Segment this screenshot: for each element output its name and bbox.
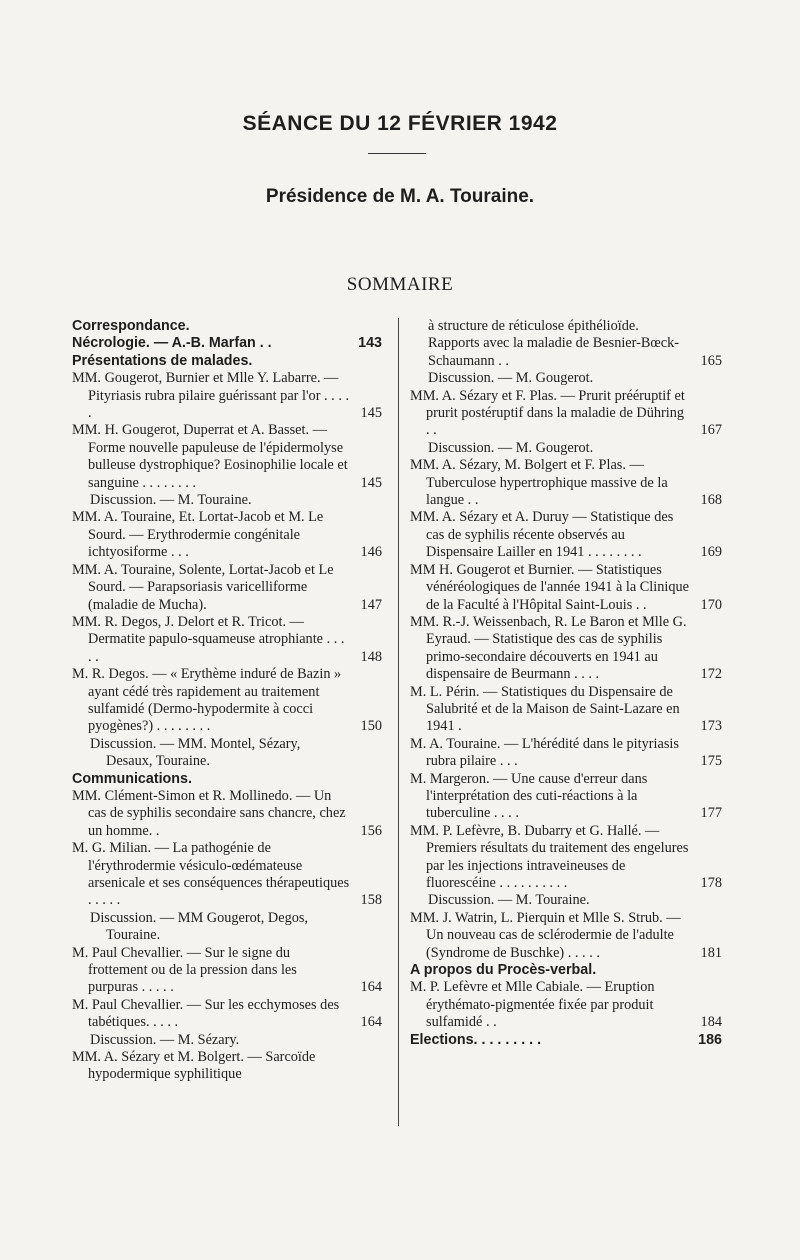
- toc-entry: [410, 823, 722, 893]
- toc-page-number: 158: [360, 892, 382, 909]
- toc-entry-text: M. Paul Chevallier. — Sur les ecchymoses des tabétiques. . . . .: [72, 996, 340, 1031]
- toc-entry: [410, 509, 722, 561]
- toc-entry-text: Discussion. — M. Touraine.: [90, 492, 252, 509]
- toc-entry-text: M. Paul Chevallier. — Sur le signe du frottement ou de la pression dans les purpuras . . . . .: [72, 944, 297, 996]
- toc-entry: [410, 736, 722, 771]
- toc-entry: [72, 614, 382, 666]
- toc-entry-text: M. A. Touraine. — L'hérédité dans le pityriasis rubra pilaire . . .: [410, 735, 679, 770]
- toc-page-number: 146: [360, 544, 382, 561]
- toc-entry: [72, 997, 382, 1032]
- toc-entry: [72, 945, 382, 997]
- toc-page-number: 167: [700, 422, 722, 439]
- toc-entry-text: MM. A. Sézary et A. Duruy — Statistique des cas de syphilis récente observés au Dispensaire Lailler en 1941 . . . . . . . .: [410, 509, 674, 561]
- toc-entry: [72, 788, 382, 840]
- toc-entry-text: Discussion. — M. Touraine.: [428, 892, 590, 909]
- toc-entry-text: Communications.: [72, 770, 192, 787]
- toc-page-number: 147: [360, 596, 382, 613]
- toc-entry-text: MM. R. Degos, J. Delort et R. Tricot. — Dermatite papulo-squameuse atrophiante . . . . .: [72, 613, 345, 665]
- toc-page-number: 150: [360, 718, 382, 735]
- toc-page-number: 169: [700, 544, 722, 561]
- toc-page-number: 177: [700, 805, 722, 822]
- toc-entry-text: MM. A. Touraine, Solente, Lortat-Jacob et Le Sourd. — Parapsoriasis varicelliforme (maladie de Mucha).: [72, 561, 334, 613]
- sommaire-heading: SOMMAIRE: [346, 274, 454, 295]
- toc-section-heading: [72, 318, 382, 335]
- column-divider: [398, 318, 399, 1126]
- toc-discussion-line: [72, 492, 382, 509]
- toc-section-heading: [72, 335, 382, 352]
- toc-entry-text: MM. A. Sézary et F. Plas. — Prurit prééruptif et prurit postéruptif dans la maladie de Dühring . .: [410, 387, 685, 439]
- presidence-line: Présidence de M. A. Touraine.: [265, 186, 535, 207]
- toc-entry: [410, 979, 722, 1031]
- toc-entry: [72, 509, 382, 561]
- toc-entry: [410, 457, 722, 509]
- toc-page-number: 172: [700, 666, 722, 683]
- title-divider: [368, 153, 426, 154]
- toc-left-column: [72, 318, 382, 1084]
- toc-entry: [410, 562, 722, 614]
- toc-entry-text: MM. H. Gougerot, Duperrat et A. Basset. — Forme nouvelle papuleuse de l'épidermolyse bulleuse dystrophique? Eosinophilie locale et sanguine . . . . . . . .: [72, 422, 348, 491]
- toc-page-number: 164: [360, 1014, 382, 1031]
- toc-page-number: 181: [700, 944, 722, 961]
- toc-section-heading: [410, 1032, 722, 1049]
- toc-page-number: 145: [360, 405, 382, 422]
- toc-section-heading: [410, 962, 722, 979]
- toc-page-number: 184: [700, 1014, 722, 1031]
- toc-discussion-line: [72, 910, 382, 945]
- toc-entry-text: Discussion. — M. Gougerot.: [428, 370, 594, 387]
- toc-right-column: [410, 318, 722, 1049]
- toc-entry: [410, 684, 722, 736]
- toc-entry-text: M. G. Milian. — La pathogénie de l'érythrodermie vésiculo-œdémateuse arsenicale et ses conséquences thérapeutiques . . . . .: [72, 840, 350, 909]
- toc-page-number: 178: [700, 875, 722, 891]
- toc-discussion-line: [410, 370, 722, 387]
- toc-page-number: 164: [360, 979, 382, 996]
- toc-entry-text: Discussion. — MM. Montel, Sézary, Desaux, Touraine.: [90, 735, 301, 770]
- toc-entry-text: M. L. Périn. — Statistiques du Dispensaire de Salubrité et de la Maison de Saint-Lazare en 1941 .: [410, 683, 680, 735]
- toc-entry-text: Correspondance.: [72, 318, 190, 334]
- toc-discussion-line: [410, 318, 722, 370]
- toc-entry-text: M. P. Lefèvre et Mlle Cabiale. — Eruption érythémato-pigmentée fixée par produit sulfamidé . .: [410, 979, 655, 1031]
- toc-entry: [72, 370, 382, 422]
- toc-entry-text: Présentations de malades.: [72, 352, 253, 369]
- toc-entry-text: Discussion. — M. Gougerot.: [428, 439, 594, 456]
- toc-page-number: 156: [360, 822, 382, 839]
- toc-page-number: 175: [700, 753, 722, 770]
- toc-entry-text: MM. A. Sézary, M. Bolgert et F. Plas. — Tuberculose hypertrophique massive de la langue . .: [410, 457, 668, 509]
- toc-entry-text: MM. Clément-Simon et R. Mollinedo. — Un cas de syphilis secondaire sans chancre, chez un homme. .: [72, 787, 346, 839]
- toc-entry-text: à structure de réticulose épithélioïde. Rapports avec la maladie de Besnier-Bœck-Schaumann . .: [428, 318, 680, 369]
- toc-page-number: 165: [700, 352, 722, 369]
- toc-entry-text: MM. J. Watrin, L. Pierquin et Mlle S. Strub. — Un nouveau cas de sclérodermie de l'adulte (Syndrome de Buschke) . . . . .: [410, 909, 681, 961]
- toc-entry: [72, 562, 382, 614]
- toc-entry: [72, 1049, 382, 1084]
- toc-entry-text: MM. A. Touraine, Et. Lortat-Jacob et M. Le Sourd. — Erythrodermie congénitale ichtyosiforme . . .: [72, 509, 324, 561]
- toc-page-number: 168: [700, 492, 722, 509]
- toc-entry-text: Discussion. — MM Gougerot, Degos, Touraine.: [90, 909, 309, 944]
- toc-section-heading: [72, 771, 382, 788]
- toc-page-number: 143: [358, 335, 382, 352]
- toc-page-number: 170: [700, 596, 722, 613]
- toc-entry-text: MM. R.-J. Weissenbach, R. Le Baron et Mlle G. Eyraud. — Statistique des cas de syphilis primo-secondaire découverts en 1941 au dispensaire de Beurmann . . . .: [410, 613, 687, 683]
- toc-entry-text: M. R. Degos. — « Erythème induré de Bazin » ayant cédé très rapidement au traitement sulfamidé (Dermo-hypodermite à cocci pyogènes?) . . . . . . . .: [72, 666, 342, 735]
- toc-entry: [410, 910, 722, 962]
- toc-entry-text: MM. A. Sézary et M. Bolgert. — Sarcoïde hypodermique syphilitique: [72, 1049, 316, 1083]
- toc-entry-text: M. Margeron. — Une cause d'erreur dans l'interprétation des cuti-réactions à la tuberculine . . . .: [410, 770, 648, 822]
- toc-entry-text: A propos du Procès-verbal.: [410, 962, 597, 979]
- toc-entry-text: MM. P. Lefèvre, B. Dubarry et G. Hallé. — Premiers résultats du traitement des engelures par les injections intraveineuses de fluorescéine . . . . . . . . . .: [410, 822, 689, 891]
- toc-discussion-line: [72, 1032, 382, 1049]
- toc-discussion-line: [410, 440, 722, 457]
- toc-entry-text: Discussion. — M. Sézary.: [90, 1031, 240, 1048]
- toc-discussion-line: [410, 892, 722, 909]
- toc-discussion-line: [72, 736, 382, 771]
- toc-entry-text: MM. Gougerot, Burnier et Mlle Y. Labarre. — Pityriasis rubra pilaire guérissant par l'or . . . . .: [72, 370, 350, 422]
- toc-entry-text: Nécrologie. — A.-B. Marfan . .: [72, 335, 272, 352]
- toc-entry-text: MM H. Gougerot et Burnier. — Statistiques vénéréologiques de l'année 1941 à la Clinique de la Faculté à l'Hôpital Saint-Louis . .: [410, 561, 690, 613]
- toc-page-number: 186: [698, 1031, 722, 1048]
- toc-entry: [72, 422, 382, 492]
- toc-entry: [410, 388, 722, 440]
- toc-section-heading: [72, 353, 382, 370]
- toc-entry-text: Elections. . . . . . . . .: [410, 1031, 542, 1048]
- toc-entry: [410, 614, 722, 684]
- toc-page-number: 148: [360, 648, 382, 665]
- toc-page-number: 173: [700, 718, 722, 735]
- toc-page-number: 145: [360, 474, 382, 491]
- toc-entry: [410, 771, 722, 823]
- toc-entry: [72, 840, 382, 910]
- page-title: SÉANCE DU 12 FÉVRIER 1942: [242, 112, 558, 135]
- toc-entry: [72, 666, 382, 736]
